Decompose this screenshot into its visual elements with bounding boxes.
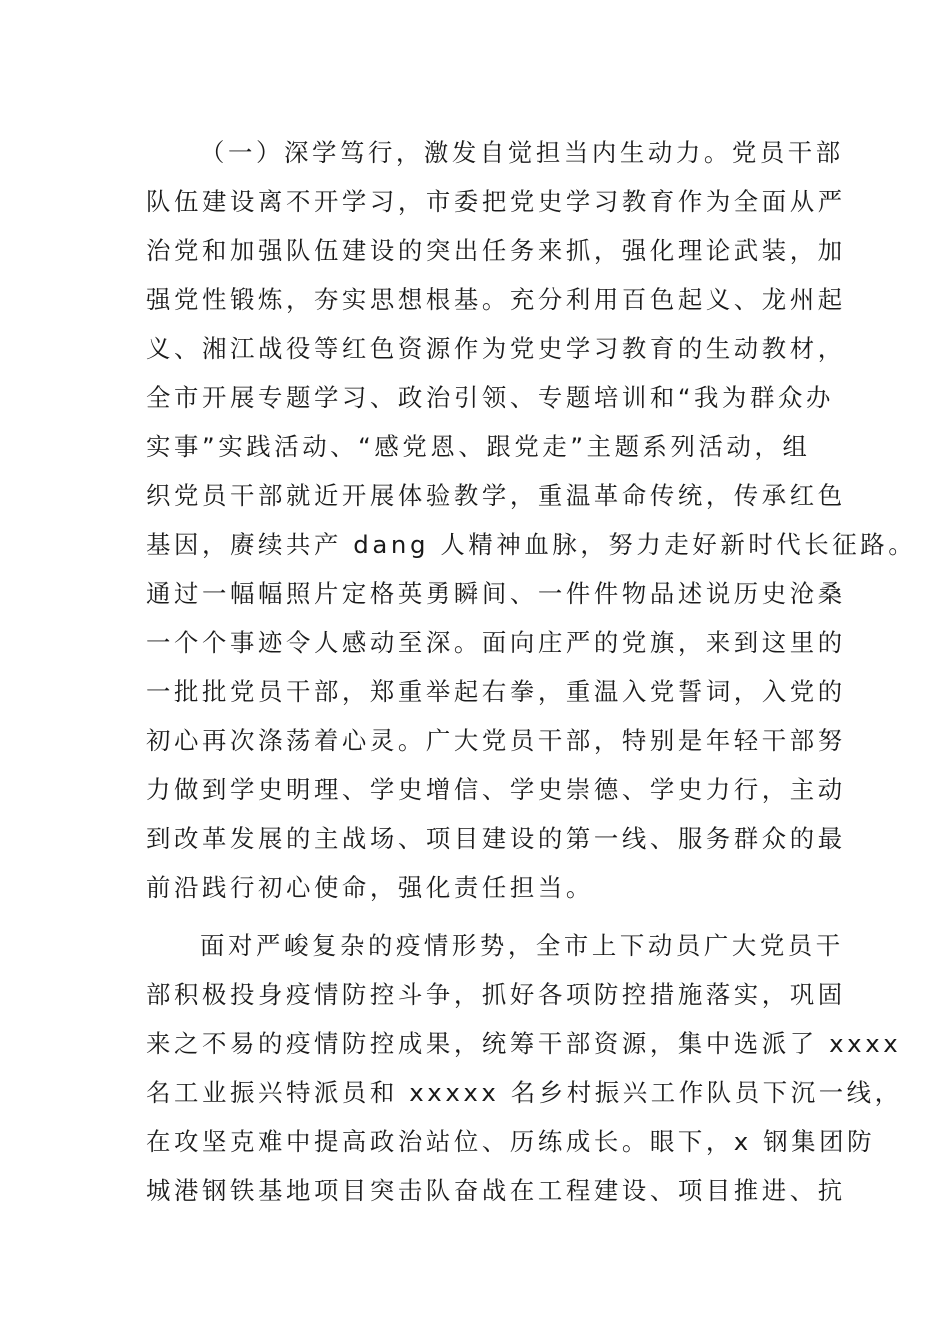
paragraph-2-line-1: 面对严峻复杂的疫情形势，全市上下动员广大党员干 (200, 931, 844, 960)
paragraph-1-line-12: 一批批党员干部，郑重举起右拳，重温入党誓词，入党的 (146, 677, 846, 706)
paragraph-1-line-3: 治党和加强队伍建设的突出任务来抓，强化理论武装，加 (146, 236, 846, 265)
paragraph-1-line-16: 前沿践行初心使命，强化责任担当。 (146, 873, 594, 902)
paragraph-1-line-15: 到改革发展的主战场、项目建设的第一线、服务群众的最 (146, 824, 846, 853)
paragraph-1-line-14: 力做到学史明理、学史增信、学史崇德、学史力行，主动 (146, 775, 846, 804)
paragraph-1-line-4: 强党性锻炼，夯实思想根基。充分利用百色起义、龙州起 (146, 285, 846, 314)
paragraph-2-line-6: 城港钢铁基地项目突击队奋战在工程建设、项目推进、抗 (146, 1176, 846, 1205)
paragraph-2-line-3: 来之不易的疫情防控成果，统筹干部资源，集中选派了 xxxx (146, 1029, 902, 1058)
paragraph-1-line-9: 基因，赓续共产 dang 人精神血脉，努力走好新时代长征路。 (146, 530, 917, 559)
paragraph-1-line-10: 通过一幅幅照片定格英勇瞬间、一件件物品述说历史沧桑 (146, 579, 846, 608)
paragraph-2-line-4: 名工业振兴特派员和 xxxxx 名乡村振兴工作队员下沉一线， (146, 1078, 903, 1107)
paragraph-2-line-5: 在攻坚克难中提高政治站位、历练成长。眼下，x 钢集团防 (146, 1127, 876, 1156)
paragraph-1-line-7: 实事”实践活动、“感党恩、跟党走”主题系列活动，组 (146, 432, 811, 461)
paragraph-1-line-13: 初心再次涤荡着心灵。广大党员干部，特别是年轻干部努 (146, 726, 846, 755)
paragraph-1-line-11: 一个个事迹令人感动至深。面向庄严的党旗，来到这里的 (146, 628, 846, 657)
paragraph-1-line-6: 全市开展专题学习、政治引领、专题培训和“我为群众办 (146, 383, 835, 412)
paragraph-1-line-8: 织党员干部就近开展体验教学，重温革命传统，传承红色 (146, 481, 846, 510)
paragraph-2-line-2: 部积极投身疫情防控斗争，抓好各项防控措施落实，巩固 (146, 980, 846, 1009)
paragraph-1-line-2: 队伍建设离不开学习，市委把党史学习教育作为全面从严 (146, 187, 846, 216)
paragraph-1-line-1: （一）深学笃行，激发自觉担当内生动力。党员干部 (200, 138, 844, 167)
paragraph-1-line-5: 义、湘江战役等红色资源作为党史学习教育的生动教材， (146, 334, 846, 363)
